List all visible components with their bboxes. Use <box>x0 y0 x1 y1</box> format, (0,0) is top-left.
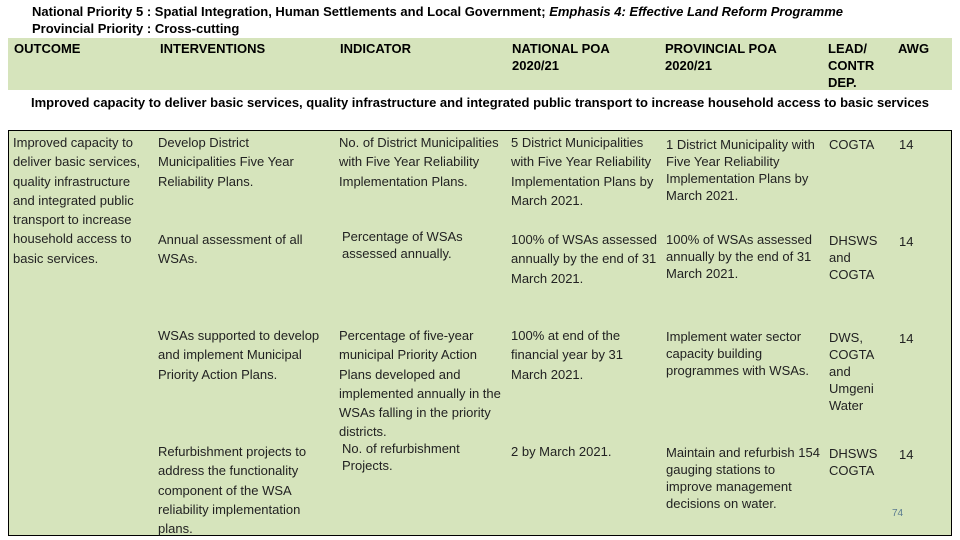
row1-indicator: No. of District Municipalities with Five Year Reliability Implementation Plans. <box>339 135 499 189</box>
row1-lead: COGTA <box>829 137 875 152</box>
column-header-provincial-poa-line2: 2020/21 <box>665 58 712 73</box>
column-header-provincial-poa <box>665 40 777 74</box>
column-header-lead <box>828 40 874 91</box>
column-header-outcome: OUTCOME <box>14 41 81 56</box>
column-header-national-poa <box>512 40 610 74</box>
row4-intervention: Refurbishment projects to address the functionality component of the WSA reliability implementation plans. <box>158 444 307 537</box>
row4-awg: 14 <box>899 447 914 462</box>
column-header-national-poa-line2: 2020/21 <box>512 58 559 73</box>
outcome-cell: Improved capacity to deliver basic services, quality infrastructure and integrated public transport to increase household access to basic services. <box>13 135 141 266</box>
column-header-interventions: INTERVENTIONS <box>160 41 266 56</box>
page-number: 74 <box>892 508 904 519</box>
column-header-lead-line2: CONTR <box>828 58 875 73</box>
row3-national-poa: 100% at end of the financial year by 31 March 2021. <box>511 328 624 382</box>
row3-provincial-poa: Implement water sector capacity building programmes with WSAs. <box>666 329 810 378</box>
row2-indicator: Percentage of WSAs assessed annually. <box>342 229 463 261</box>
row3-lead: DWS, COGTA and Umgeni Water <box>829 330 874 413</box>
column-header-lead-line3: DEP. <box>828 75 857 90</box>
column-header-lead-line1: LEAD/ <box>828 41 867 56</box>
column-header-indicator: INDICATOR <box>340 41 412 56</box>
column-header-awg: AWG <box>898 41 930 56</box>
row4-provincial-poa: Maintain and refurbish 154 gauging stations to improve management decisions on water. <box>666 445 820 511</box>
row1-provincial-poa: 1 District Municipality with Five Year Reliability Implementation Plans by March 2021. <box>666 137 815 203</box>
row2-awg: 14 <box>899 234 914 249</box>
row3-indicator: Percentage of five-year municipal Priority Action Plans developed and implemented annually in the WSAs falling in the priority districts. <box>339 328 501 440</box>
row2-provincial-poa: 100% of WSAs assessed annually by the end of 31 March 2021. <box>666 232 812 281</box>
column-header-row <box>8 38 952 90</box>
column-header-provincial-poa-line1: PROVINCIAL POA <box>665 41 777 56</box>
title-emphasis: Emphasis 4: Effective Land Reform Programme <box>549 4 843 19</box>
row1-intervention: Develop District Municipalities Five Year Reliability Plans. <box>158 135 294 189</box>
table-body <box>8 130 952 536</box>
row1-awg: 14 <box>899 137 914 152</box>
row2-intervention: Annual assessment of all WSAs. <box>158 232 303 267</box>
page-subtitle: Provincial Priority : Cross-cutting <box>32 21 240 36</box>
row3-intervention: WSAs supported to develop and implement Municipal Priority Action Plans. <box>158 328 320 382</box>
row3-awg: 14 <box>899 331 914 346</box>
row4-lead: DHSWS COGTA <box>829 446 878 478</box>
row2-national-poa: 100% of WSAs assessed annually by the end of 31 March 2021. <box>511 232 657 286</box>
row4-national-poa: 2 by March 2021. <box>511 444 612 459</box>
row1-national-poa: 5 District Municipalities with Five Year Reliability Implementation Plans by March 2021. <box>511 135 654 208</box>
column-header-national-poa-line1: NATIONAL POA <box>512 41 610 56</box>
outcome-subheader: Improved capacity to deliver basic services, quality infrastructure and integrated public transport to increase household access to basic services <box>8 92 952 130</box>
row4-indicator: No. of refurbishment Projects. <box>342 441 460 473</box>
row2-lead: DHSWS and COGTA <box>829 233 878 282</box>
page-title <box>32 4 843 19</box>
title-national-priority: National Priority 5 : Spatial Integration, Human Settlements and Local Government; <box>32 4 550 19</box>
